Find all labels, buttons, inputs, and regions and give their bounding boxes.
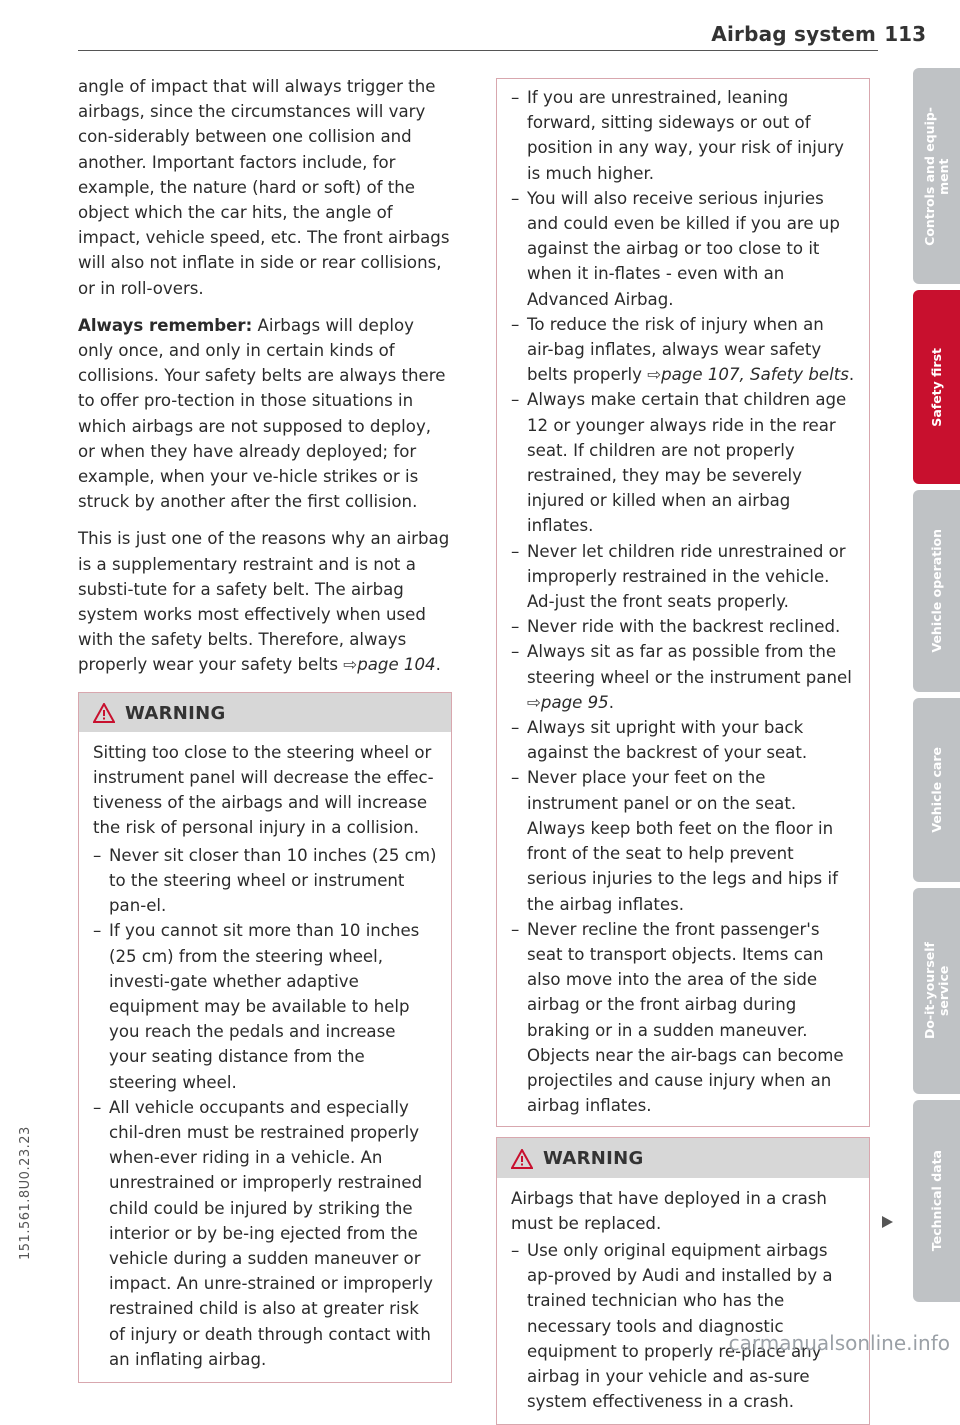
left-column [78,74,452,1383]
margin-code: 151.561.8U0.23.23 [18,1126,33,1260]
list-item: – If you cannot sit more than 10 inches (25 cm) from the steering wheel, investi-gate whether adaptive equipment may be available to help you reach the pedals and increase your seating distance from the steering wheel. [93,918,437,1094]
list-item [511,312,855,388]
warning-list [93,843,437,1372]
tab-label: Vehicle operation [928,529,944,653]
xref-arrow-icon: ⇨ [343,655,358,675]
tab-controls-and-equipment[interactable] [913,68,960,284]
tab-label: Vehicle care [928,747,944,833]
warning-intro: Sitting too close to the steering wheel or instrument panel will decrease the effec-tiveness of the airbags and will increase the risk of personal injury in a collision. [93,742,434,838]
warning-triangle-icon [93,703,115,723]
warning-body [497,1178,869,1425]
list-item: – Never sit closer than 10 inches (25 cm) to the steering wheel or instrument pan-el. [93,843,437,919]
tab-safety-first[interactable] [913,290,960,484]
warning-header [79,693,451,732]
warning-box-replacement [496,1137,870,1425]
list-item: – Never recline the front passenger's seat to transport objects. Items can also move into the area of the side airbag or the front airbag during braking or in a sudden maneuver. Objects near the air-bags can become projectiles and cause injury when an airbag inflates. [511,917,855,1119]
list-item: – Never ride with the backrest reclined. [511,614,855,639]
list-item-text: To reduce the risk of injury when an air-bag inflates, always wear safety belts properly [527,314,824,385]
list-item: – All vehicle occupants and especially chil-dren must be restrained properly when-ever riding in a vehicle. An unrestrained or improperly restrained child could be injured by striking the interior or by be-ing ejected from the vehicle during a sudden maneuver or impact. An unre-strained or improperly restrained child is also at greater risk of injury or death through contact with an inflating airbag. [93,1095,437,1372]
page-104-link[interactable]: page 104 [357,655,436,675]
list-item-end: . [848,365,855,385]
header-title: Airbag system [711,22,876,46]
tab-label: Do-it-yourself service [921,942,951,1040]
warning-body-continued [497,79,869,1126]
warning-intro: Airbags that have deployed in a crash must be replaced. [511,1188,827,1233]
xref-arrow-icon: ⇨ [527,692,541,712]
list-item-text: Always sit as far as possible from the steering wheel or the instrument panel [527,642,852,687]
paragraph-1: angle of impact that will always trigger the airbags, since the circumstances will vary con-siderably between one collision and another. Important factors include, for example, the nature (hard or soft) of the object which the car hits, the angle of impact, vehicle speed, etc. The front airbags will also not inflate in side or rear collisions, or in roll-overs. [78,77,450,298]
list-item: – You will also receive serious injuries and could even be killed if you are up against the airbag or too close to it when it in-flates - even with an Advanced Airbag. [511,186,855,312]
tab-label: Safety first [928,347,944,427]
list-item [511,639,855,715]
warning-list [511,1238,855,1414]
right-column [496,78,870,1425]
paragraph-3-text: This is just one of the reasons why an airbag is a supplementary restraint and is not a substi-tute for a safety belt. The airbag system works most effectively when used with the safety belts. Therefore, always properly wear your safety belts [78,529,450,675]
paragraph-3 [78,526,452,677]
tab-vehicle-care[interactable] [913,698,960,882]
list-item: – If you are unrestrained, leaning forward, sitting sideways or out of position in any way, your risk of injury is much higher. [511,85,855,186]
list-item: – Always make certain that children age 12 or younger always ride in the rear seat. If children are not properly restrained, they may be severely injured or killed when an airbag inflates. [511,387,855,538]
list-item: – Use only original equipment airbags ap-proved by Audi and installed by a trained technician who has the necessary tools and diagnostic equipment to properly re-place any airbag in your vehicle and as-sure system effectiveness in a crash. [511,1238,855,1414]
paragraph-2-text: Airbags will deploy only once, and only in certain kinds of collisions. Your safety belts are always there to offer pro-tection in those situations in which airbags are not supposed to deploy, or when they have already deployed; for example, when your ve-hicle strikes or is struck by another after the first collision. [78,315,446,512]
list-item: – Never let children ride unrestrained or improperly restrained in the vehicle. Ad-just the front seats properly. [511,539,855,615]
safety-belts-link[interactable]: page 107, Safety belts [661,365,849,385]
warning-list-continued [511,85,855,1118]
tab-label: Controls and equip- ment [921,106,951,246]
paragraph-2 [78,313,452,515]
warning-box-continued [496,78,870,1127]
warning-title: WARNING [543,1148,644,1170]
list-item: – Never place your feet on the instrument panel or on the seat. Always keep both feet on the floor in front of the seat to help prevent serious injuries to the legs and hips if the airbag inflates. [511,765,855,916]
tab-label: Technical data [928,1150,944,1252]
warning-header [497,1138,869,1177]
xref-arrow-icon: ⇨ [647,365,662,385]
tab-do-it-yourself-service[interactable] [913,888,960,1094]
warning-body [79,732,451,1382]
tab-technical-data[interactable] [913,1100,960,1302]
warning-triangle-icon [511,1149,533,1169]
page-number: 113 [884,22,926,46]
list-item-end: . [608,692,615,712]
paragraph-3-end: . [435,655,441,675]
continue-arrow-icon [882,1216,893,1228]
watermark: carmanualsonline.info [728,1331,950,1355]
warning-box-seating [78,692,452,1383]
warning-title: WARNING [125,702,226,724]
tab-vehicle-operation[interactable] [913,490,960,692]
header-rule [78,50,878,51]
page-95-link[interactable]: page 95 [540,692,609,712]
always-remember-lead: Always remember: [78,315,253,335]
list-item: – Always sit upright with your back against the backrest of your seat. [511,715,855,765]
